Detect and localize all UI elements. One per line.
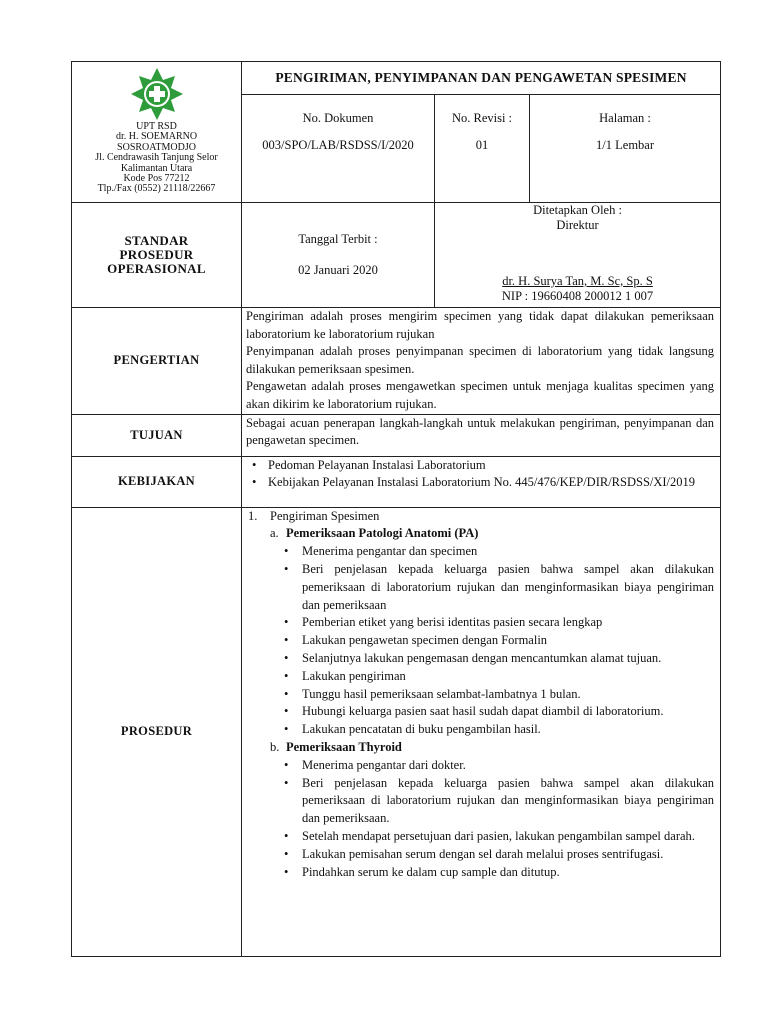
sop-type-cell <box>72 203 242 308</box>
approval-label: Ditetapkan Oleh : <box>533 203 622 217</box>
section-label-kebijakan: KEBIJAKAN <box>72 456 242 507</box>
list-item: • Pindahkan serum ke dalam cup sample dan ditutup. <box>302 864 714 882</box>
section-label-pengertian: PENGERTIAN <box>72 308 242 415</box>
list-item: • Lakukan pengawetan specimen dengan Formalin <box>302 632 714 650</box>
revision-label: No. Revisi : <box>451 111 513 126</box>
signatory-nip: NIP : 19660408 200012 1 007 <box>501 289 654 303</box>
page-value: 1/1 Lembar <box>596 138 654 153</box>
kebijakan-item: • Pedoman Pelayanan Instalasi Laboratorium <box>268 457 714 475</box>
prosedur-text <box>242 507 721 956</box>
doc-number-cell <box>242 95 435 203</box>
sop-type-line: OPERASIONAL <box>107 261 206 276</box>
revision-cell <box>435 95 530 203</box>
prosedur-step <box>246 508 714 526</box>
page-cell <box>530 95 721 203</box>
doc-number-label: No. Dokumen <box>302 111 374 126</box>
list-item: • Tunggu hasil pemeriksaan selambat-lambatnya 1 bulan. <box>302 686 714 704</box>
hospital-line: SOSROATMODJO <box>117 141 196 153</box>
list-item: • Beri penjelasan kepada keluarga pasien bahwa sampel akan dilakukan pemeriksaan di laboratorium rujukan dan menginformasikan biaya pengiriman dan pemeriksaan. <box>302 775 714 828</box>
prosedur-substep <box>246 739 714 757</box>
pengertian-text <box>242 308 721 415</box>
list-item: • Hubungi keluarga pasien saat hasil sudah dapat diambil di laboratorium. <box>302 703 714 721</box>
revision-value: 01 <box>475 138 489 153</box>
list-item: • Selanjutnya lakukan pengemasan dengan mencantumkan alamat tujuan. <box>302 650 714 668</box>
hospital-star-logo-icon <box>116 64 198 124</box>
substep-title: Pemeriksaan Patologi Anatomi (PA) <box>286 526 479 541</box>
sop-table <box>71 61 721 957</box>
section-label-tujuan: TUJUAN <box>72 414 242 456</box>
hospital-line: Kode Pos 77212 <box>123 173 190 185</box>
tujuan-text <box>242 414 721 456</box>
list-item: • Lakukan pemisahan serum dengan sel darah melalui proses sentrifugasi. <box>302 846 714 864</box>
hospital-address <box>72 122 241 195</box>
document-title: PENGIRIMAN, PENYIMPANAN DAN PENGAWETAN SPESIMEN <box>242 62 721 95</box>
sop-type-line: STANDAR <box>124 233 189 248</box>
list-item: • Beri penjelasan kepada keluarga pasien bahwa sampel akan dilakukan pemeriksaan di laboratorium rujukan dan menginformasikan biaya pengiriman dan pemeriksaan <box>302 561 714 614</box>
pengertian-paragraph: Pengawetan adalah proses mengawetkan specimen untuk menjaga kualitas specimen yang akan dikirim ke laboratorium rujukan. <box>246 379 715 411</box>
substep-b-list <box>246 757 714 882</box>
approval-role: Direktur <box>556 218 599 232</box>
issue-date-cell <box>242 203 435 308</box>
list-item: • Menerima pengantar dari dokter. <box>302 757 714 775</box>
hospital-line: UPT RSD <box>136 121 177 132</box>
hospital-line: Kalimantan Utara <box>120 162 193 174</box>
section-label-prosedur: PROSEDUR <box>72 507 242 956</box>
hospital-header-cell <box>72 62 242 203</box>
pengertian-paragraph: Pengiriman adalah proses mengirim specimen yang tidak dapat dilakukan pemeriksaan laboratorium ke laboratorium rujukan <box>246 309 715 341</box>
hospital-line: Jl. Cendrawasih Tanjung Selor <box>95 152 218 164</box>
list-item: • Lakukan pencatatan di buku pengambilan hasil. <box>302 721 714 739</box>
list-item: • Setelah mendapat persetujuan dari pasien, lakukan pengambilan sampel darah. <box>302 828 714 846</box>
pengertian-paragraph: Penyimpanan adalah proses penyimpanan specimen di laboratorium yang tidak langsung dilakukan pemeriksaan spesimen. <box>246 344 715 376</box>
page-label: Halaman : <box>599 111 651 126</box>
substep-title: Pemeriksaan Thyroid <box>286 739 402 754</box>
sop-type-line: PROSEDUR <box>119 247 194 262</box>
substep-letter: b. <box>270 739 280 754</box>
kebijakan-item: • Kebijakan Pelayanan Instalasi Laboratorium No. 445/476/KEP/DIR/RSDSS/XI/2019 <box>268 474 714 492</box>
list-item: • Menerima pengantar dan specimen <box>302 543 714 561</box>
substep-a-list <box>246 543 714 739</box>
step-number: 1. <box>248 508 258 523</box>
substep-letter: a. <box>270 526 279 541</box>
tujuan-paragraph: Sebagai acuan penerapan langkah-langkah untuk melakukan pengiriman, penyimpanan dan pengawetan specimen. <box>246 415 715 448</box>
list-item: • Pemberian etiket yang berisi identitas pasien secara lengkap <box>302 614 714 632</box>
list-item: • Lakukan pengiriman <box>302 668 714 686</box>
issue-date-value: 02 Januari 2020 <box>298 263 378 277</box>
doc-number-value: 003/SPO/LAB/RSDSS/I/2020 <box>262 138 414 153</box>
signatory-name: dr. H. Surya Tan, M. Sc, Sp. S <box>502 274 653 288</box>
step-title: Pengiriman Spesimen <box>270 508 380 523</box>
hospital-line: dr. H. SOEMARNO <box>115 131 198 143</box>
approval-cell <box>435 203 721 308</box>
hospital-line: Tlp./Fax (0552) 21118/22667 <box>97 183 216 195</box>
kebijakan-text <box>242 456 721 507</box>
issue-date-label: Tanggal Terbit : <box>298 232 378 246</box>
prosedur-substep <box>246 525 714 543</box>
